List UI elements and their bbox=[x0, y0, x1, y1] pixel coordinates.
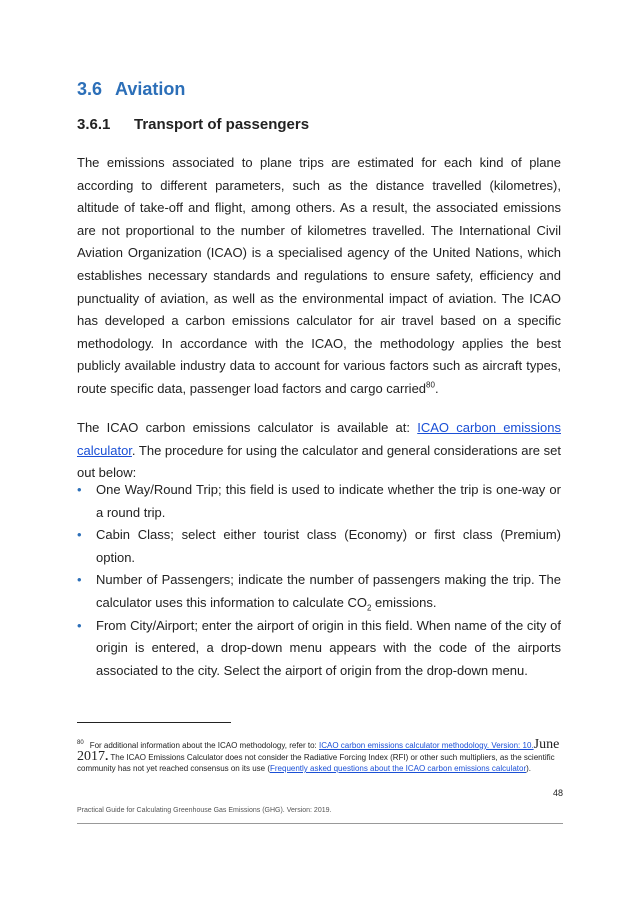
list-item-text-end: emissions. bbox=[371, 594, 437, 610]
section-title: Aviation bbox=[115, 79, 186, 99]
list-item bbox=[77, 615, 561, 683]
page-footer: Practical Guide for Calculating Greenhouse Gas Emissions (GHG). Version: 2019. bbox=[77, 807, 332, 814]
footnote-body: The ICAO Emissions Calculator does not consider the Radiative Forcing Index (RFI) or other such multipliers, as the scientific community has not yet reached consensus on its use ( bbox=[77, 753, 555, 773]
bullet-icon: • bbox=[77, 527, 82, 543]
section-number: 3.6 bbox=[77, 79, 103, 99]
list-item bbox=[77, 569, 561, 614]
footnote bbox=[77, 739, 563, 774]
methodology-link[interactable]: ICAO carbon emissions calculator methodology. Version: 10. bbox=[319, 741, 534, 750]
list-item-text: One Way/Round Trip; this field is used to indicate whether the trip is one-way or a round trip. bbox=[96, 482, 561, 520]
footnote-intro: For additional information about the ICAO methodology, refer to: bbox=[89, 741, 319, 750]
bullet-icon: • bbox=[77, 572, 82, 588]
subsection-title: Transport of passengers bbox=[134, 116, 310, 133]
footnote-number: 80 bbox=[77, 740, 84, 747]
footnote-divider bbox=[77, 722, 231, 723]
footnote-separator: . bbox=[105, 749, 109, 763]
icao-calculator-link[interactable]: ICAO carbon emissions calculator bbox=[77, 420, 561, 458]
list-item bbox=[77, 479, 561, 524]
faq-link[interactable]: Frequently asked questions about the ICAO carbon emissions calculator bbox=[270, 764, 527, 773]
page-number: 48 bbox=[552, 788, 563, 798]
subsection-number: 3.6.1 bbox=[77, 116, 111, 133]
bullet-icon: • bbox=[77, 617, 82, 633]
bullet-icon: • bbox=[77, 482, 82, 497]
list-item bbox=[77, 524, 561, 569]
paragraph-text-after-link: . The procedure for using the calculator and general considerations are set out below: bbox=[77, 442, 561, 481]
paragraph-text-before-link: The ICAO carbon emissions calculator is available at: bbox=[77, 420, 418, 435]
subsection-heading bbox=[77, 116, 309, 133]
paragraph-icao-intro bbox=[77, 152, 561, 401]
list-item-text: Cabin Class; select either tourist class (Economy) or first class (Premium) option. bbox=[96, 527, 561, 565]
footnote-date: June 2017 bbox=[77, 737, 560, 764]
footnote-reference[interactable]: 80 bbox=[426, 380, 435, 390]
procedure-list bbox=[77, 479, 561, 682]
list-item-text: From City/Airport; enter the airport of origin in this field. When name of the city of origin is entered, a drop-down menu appears with the code of the airports associated to the city. Select the airport of origin from the drop-down menu. bbox=[96, 617, 561, 678]
paragraph-end: . bbox=[434, 380, 439, 396]
list-item-text: Number of Passengers; indicate the number of passengers making the trip. The calculator uses this information to calculate CO bbox=[96, 572, 561, 610]
subscript: 2 bbox=[366, 603, 372, 613]
footer-divider bbox=[77, 823, 563, 824]
section-heading bbox=[77, 79, 185, 100]
footnote-end: ). bbox=[526, 764, 532, 773]
paragraph-calculator bbox=[77, 417, 561, 485]
paragraph-text: The emissions associated to plane trips are estimated for each kind of plane according to different parameters, such as the distance travelled (kilometres), altitude of take-off and flight, among others. As a result, the associated emissions are not proportional to the number of kilometres travelled. The International Civil Aviation Organization (ICAO) is a specialised agency of the United Nations, which establishes necessary standards and regulations to ensure safety, efficiency and punctuality of aviation, as well as the environmental impact of aviation. The ICAO has developed a carbon emissions calculator for air travel based on a specific methodology. In accordance with the ICAO, the methodology applies the best publicly available industry data to account for various factors such as aircraft types, route specific data, passenger load factors and cargo carried bbox=[77, 155, 561, 396]
